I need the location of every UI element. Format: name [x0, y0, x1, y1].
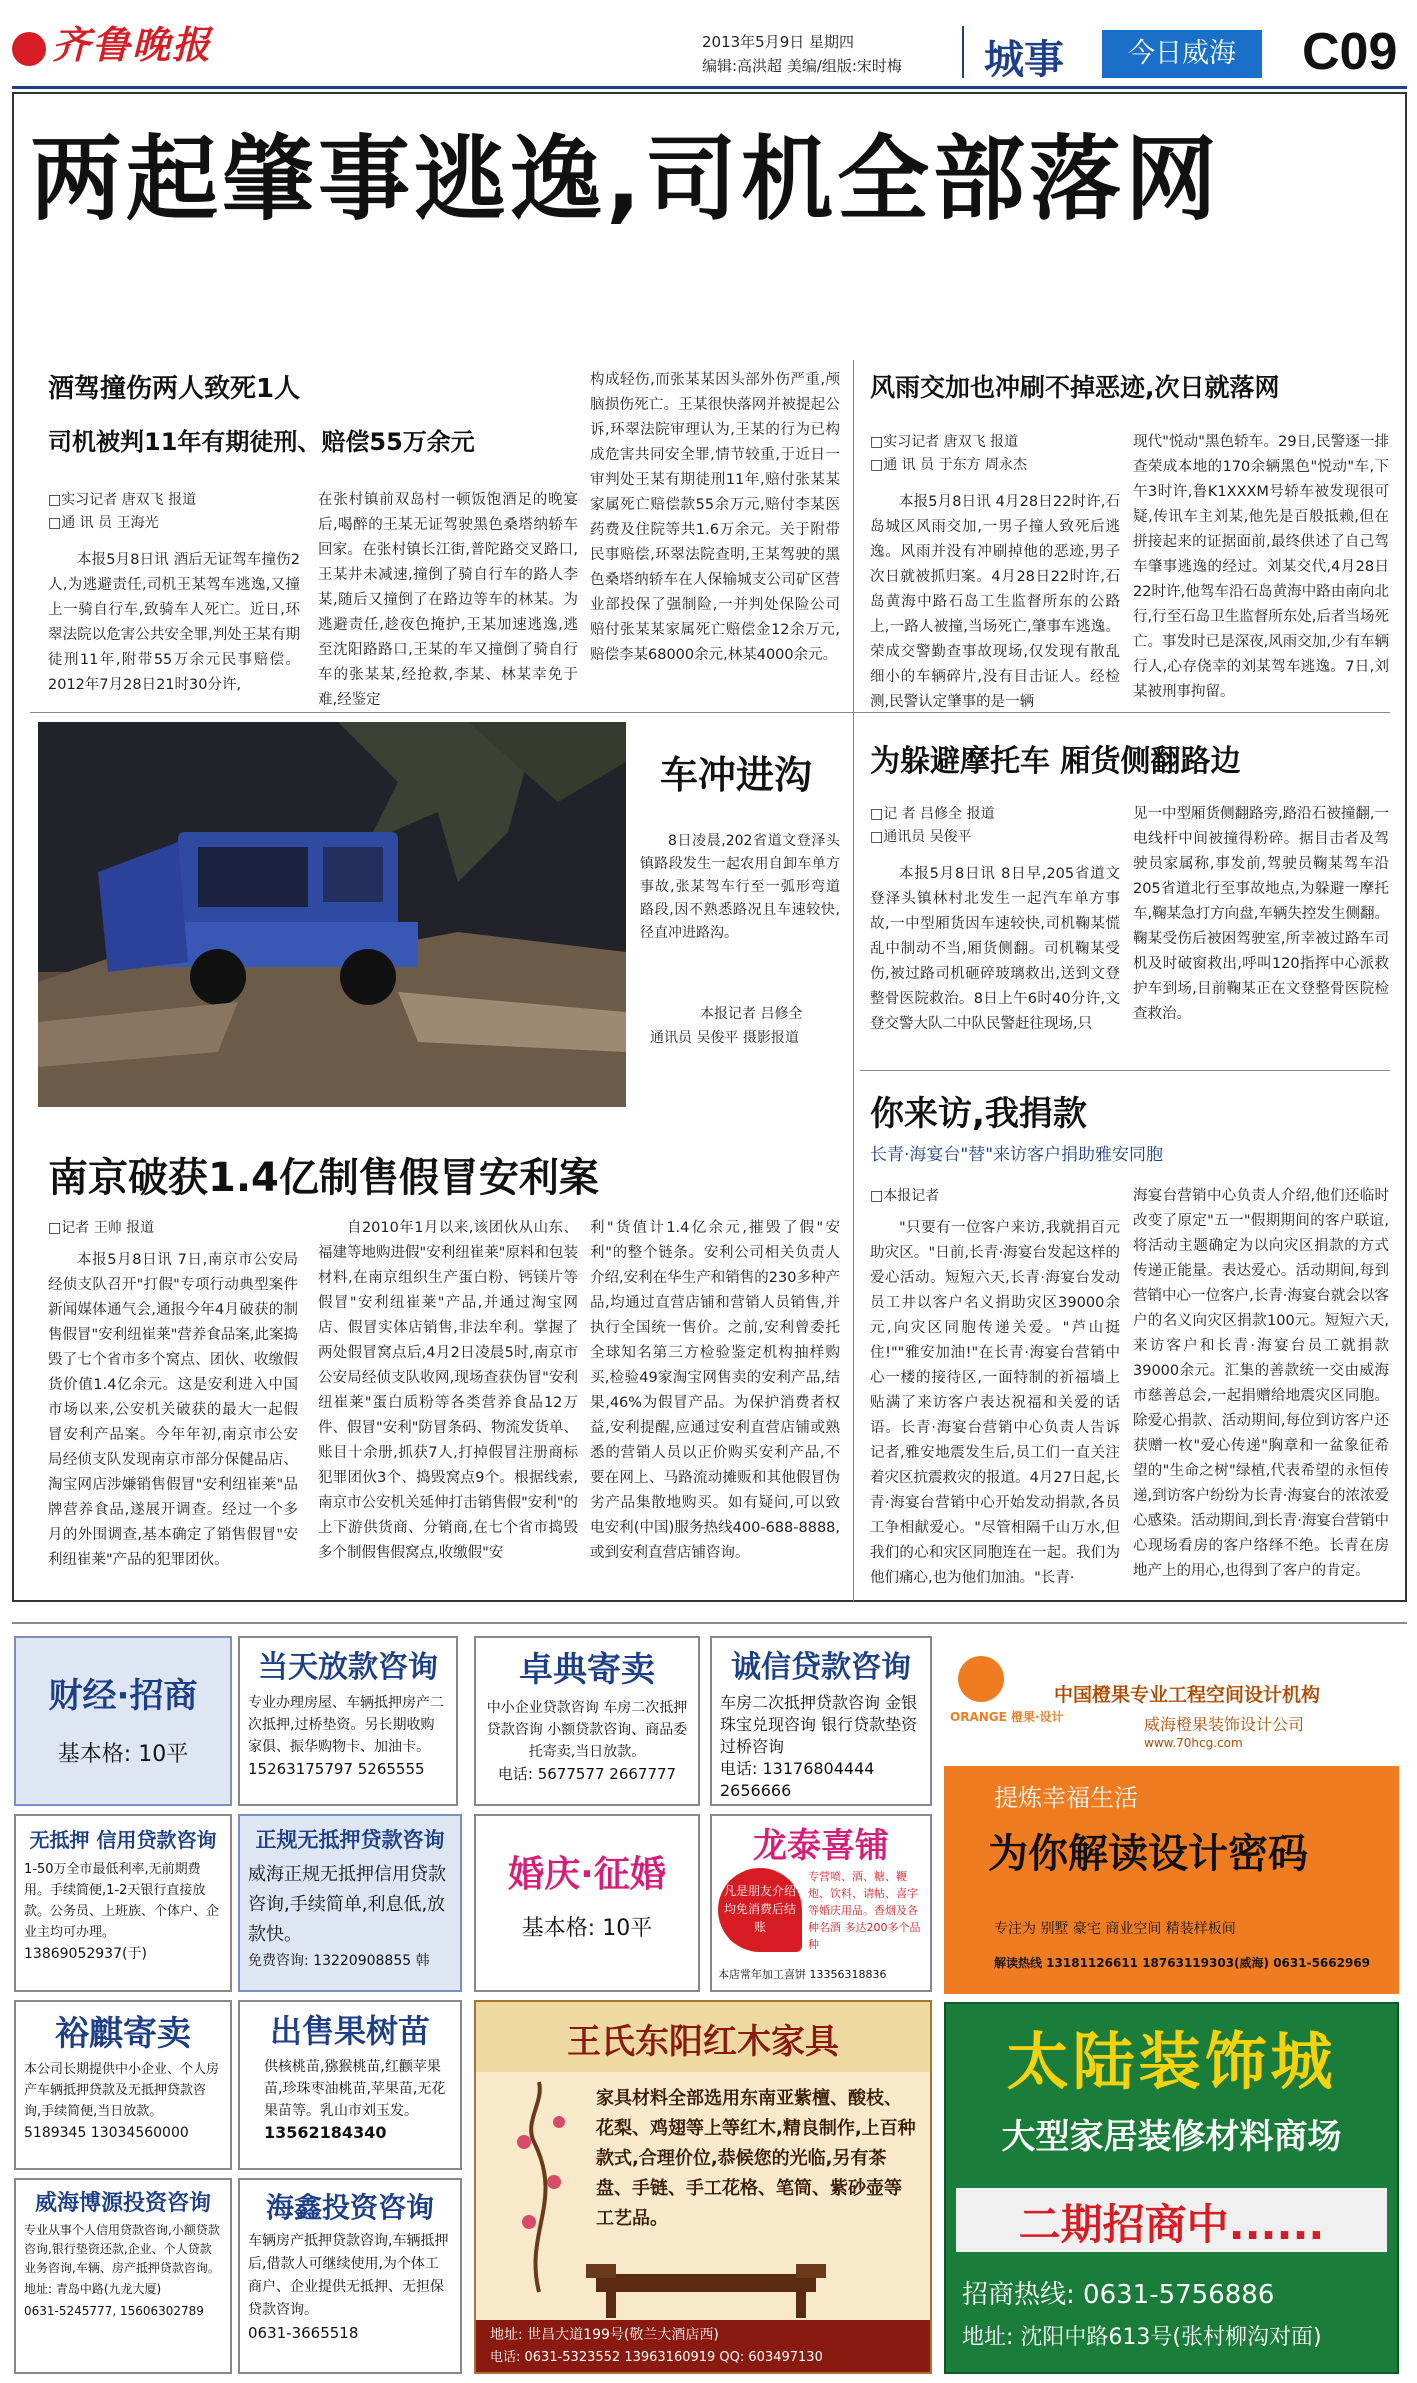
ad-orange-title: 中国橙果专业工程空间设计机构: [1054, 1684, 1321, 1706]
logo-text: 齐鲁晚报: [52, 22, 213, 67]
ad-orange-hotline: 解读热线 13181126611 18763119303(威海) 0631-5662969: [994, 1956, 1371, 1970]
ad-section-rule: [12, 1622, 1407, 1624]
story2-byline1: □实习记者 唐双飞 报道: [870, 434, 1019, 450]
ad-longtai-phone: 本店常年加工喜饼 13356318836: [718, 1968, 887, 1981]
story1-byline2: □通 讯 员 王海光: [48, 515, 159, 531]
story4-col2: 自2010年1月以来,该团伙从山东、福建等地购进假"安利纽崔莱"原料和包装材料,在南京组织生产蛋白粉、钙镁片等假冒"安利纽崔莱"产品,并通过淘宝网店、假冒实体店销售,非法牟利。掌握了两处假冒窝点后,4月2日凌晨5时,南京市公安局经侦支队收网,现场查获伪冒"安利纽崔莱"蛋白质粉等各类营养食品12万件、假冒"安利"防冒条码、物流发货单、账目十余册,抓获7人,打掉假冒注册商标犯罪团伙3个、捣毁窝点9个。根据线索,南京市公安机关延伸打击销售假"安利"的上下游供货商、分销商,在七个省市捣毁多个制假售假窝点,收缴假"安: [318, 1220, 578, 1561]
story3-title: 为躲避摩托车 厢货侧翻路边: [870, 744, 1241, 779]
story1-subtitle: 司机被判11年有期徒刑、赔偿55万余元: [48, 428, 475, 456]
ad-same-day-loan[interactable]: [238, 1636, 458, 1806]
ad-regular-unsecured-body: 威海正规无抵押信用贷款咨询,手续简单,利息低,放款快。: [248, 1864, 446, 1945]
story4-byline: □记者 王帅 报道: [48, 1220, 155, 1236]
ad-longtai-shop[interactable]: [710, 1814, 932, 1992]
story4-title: 南京破获1.4亿制售假冒安利案: [48, 1155, 599, 1201]
story5-byline: □本报记者: [870, 1188, 940, 1204]
row-divider: [30, 712, 1390, 713]
ad-yuqi-phone: 5189345 13034560000: [24, 2125, 189, 2141]
ad-zhuodian-title: 卓典寄卖: [519, 1650, 655, 1690]
ad-unsecured-credit[interactable]: [14, 1814, 232, 1992]
ad-orange-url: www.70hcg.com: [1144, 1736, 1243, 1750]
story4-col3: 利"货值计1.4亿余元,摧毁了假"安利"的整个链条。安利公司相关负责人介绍,安利在华生产和销售的230多种产品,均通过直营店铺和营销人员销售,并执行全国统一售价。之前,安利曾委托全球知名第三方检验鉴定机构抽样购买,检验49家淘宝网售卖的安利产品,结果,46%为假冒产品。为保护消费者权益,安利提醒,应通过安利直营店铺或熟悉的营销人员以正价购买安利产品,不要在网上、马路流动摊贩和其他假冒伪劣产品集散地购买。如有疑问,可以致电安利(中国)服务热线400-688-8888,或到安利直营店铺咨询。: [590, 1220, 840, 1561]
story5-title: 你来访,我捐款: [870, 1094, 1087, 1134]
ad-chengxin-title: 诚信贷款咨询: [731, 1650, 911, 1685]
story1-col2: 在张村镇前双岛村一顿饭饱酒足的晚宴后,喝醉的王某无证驾驶黑色桑塔纳轿车回家。在张村镇长江街,普陀路交叉路口,王某井未减速,撞倒了骑自行车的路人李某,随后又撞倒了在路边等车的林某。为逃避责任,趁夜色掩护,王某加速逃逸,逃至沈阳路路口,王某的车又撞倒了骑自行车的张某某,经抢救,李某、林某幸免于难,经鉴定: [318, 492, 578, 708]
row-divider: [860, 1070, 1390, 1071]
orange-logo-icon: [958, 1656, 1004, 1702]
ad-dalu-hotline: 招商热线: 0631-5756886: [962, 2280, 1275, 2310]
ad-unsecured-body: 1-50万全市最低利率,无前期费用。手续简便,1-2天银行直接放款。公务员、上班族、个体户、企业主均可办理。: [24, 1862, 220, 1940]
story2-col1: 本报5月8日讯 4月28日22时许,石岛城区风雨交加,一男子撞人致死后逃逸。风雨并没有冲刷掉他的恶迹,男子次日就被抓归案。4月28日22时许,石岛黄海中路石岛工生监督所东的公路上,一路人被撞,当场死亡,肇事车逃逸。荣成交警勤查事故现场,仅发现有散乱细小的车辆碎片,没有目击证人。经检测,民警认定肇事的是一辆: [870, 494, 1120, 710]
ad-zhuodian-body: 中小企业贷款咨询 车房二次抵押贷款咨询 小额贷款咨询、商品委托寄卖,当日放款。: [486, 1700, 688, 1760]
photo-story-title: 车冲进沟: [660, 753, 813, 797]
ad-same-day-loan-phone: 15263175797 5265555: [248, 1760, 425, 1778]
story2-col2: 现代"悦动"黑色轿车。29日,民警逐一排查荣成本地的170余辆黑色"悦动"车,下午3时许,鲁K1XXXM号轿车被发现很可疑,传讯车主刘某,他先是百般抵赖,但在拼接起来的证据面前,最终供述了自己驾车肇事逃逸的经过。刘某交代,4月28日22时许,他驾车沿石岛黄海中路由南向北行,行至石岛卫生监督所东处,后者当场死亡。事发时已是深夜,风雨交加,少有车辆行人,心存侥幸的刘某驾车逃逸。7日,刘某被刑事拘留。: [1133, 434, 1389, 700]
story2-title: 风雨交加也冲刷不掉恶迹,次日就落网: [870, 373, 1280, 402]
ad-redwood-address: 地址: 世昌大道199号(敬兰大酒店西): [490, 2327, 719, 2343]
page-headline: 两起肇事逃逸,司机全部落网: [30, 126, 1221, 233]
photo-credit2: 通讯员 吴俊平 摄影报道: [650, 1030, 799, 1046]
story2-byline2: □通 讯 员 于东方 周永杰: [870, 457, 1028, 473]
ad-fruit-title: 出售果树苗: [269, 2012, 430, 2050]
ad-dalu-address: 地址: 沈阳中路613号(张村柳沟对面): [962, 2325, 1322, 2350]
column-divider: [853, 360, 854, 712]
ad-finance-body: 基本格: 10平: [57, 1742, 189, 1767]
ad-boyuan-phone: 0631-5245777, 15606302789: [24, 2304, 204, 2318]
ad-redwood-phone: 电话: 0631-5323552 13963160919 QQ: 603497130: [490, 2350, 823, 2365]
ad-finance-investment[interactable]: [14, 1636, 232, 1806]
ad-orange-focus: 专注为 别墅 豪宅 商业空间 精装样板间: [994, 1921, 1236, 1937]
header-divider: [962, 26, 964, 78]
ad-boyuan-body: 专业从事个人信用贷款咨询,小额贷款咨询,银行垫资还款,企业、个人贷款业务咨询,车辆、房产抵押贷款咨询。: [24, 2223, 220, 2275]
ad-zhuodian-phone: 电话: 5677577 2667777: [497, 1765, 677, 1783]
ad-longtai-body: 专营喷、酒、糖、鞭炮、饮料、请帖、喜字等婚庆用品。香烟及各种名酒 多达200多个品种: [808, 1870, 921, 1951]
newspaper-logo: [12, 14, 212, 69]
ad-boyuan-address: 地址: 青岛中路(九龙大厦): [24, 2282, 162, 2296]
photo-credit1: 本报记者 吕修全: [700, 1006, 803, 1022]
ad-dalu-sub: 大型家居装修材料商场: [1001, 2117, 1342, 2157]
ad-chengxin-loan[interactable]: [710, 1636, 932, 1806]
section-name: 城事: [984, 37, 1064, 83]
ad-dalu-decoration[interactable]: [944, 2002, 1399, 2374]
ad-finance-title: 财经·招商: [48, 1676, 198, 1716]
ad-regular-unsecured[interactable]: [238, 1814, 462, 1992]
ad-boyuan-title: 威海博源投资咨询: [34, 2191, 211, 2216]
ad-redwood-title: 王氏东阳红木家具: [567, 2022, 839, 2062]
ad-wang-redwood[interactable]: [474, 2000, 932, 2374]
story3-byline2: □通讯员 吴俊平: [870, 829, 972, 845]
story1-title: 酒驾撞伤两人致死1人: [48, 374, 301, 404]
accident-photo: [38, 722, 626, 1107]
ad-zhuodian-pawn[interactable]: [474, 1636, 700, 1806]
story3-byline1: □记 者 吕修全 报道: [870, 806, 995, 822]
story4-col1: 本报5月8日讯 7日,南京市公安局经侦支队召开"打假"专项行动典型案件新闻媒体通气会,通报今年4月破获的制售假冒"安利纽崔莱"营养食品案,此案捣毁了七个省市多个窝点、团伙、收缴假货价值1.4亿余元。这是安利进入中国市场以来,公安机关破获的最大一起假冒安利产品案。今年年初,南京市公安局经侦支队发现南京市部分保健品店、淘宝网店涉嫌销售假冒"安利纽崔莱"品牌营养食品,遂展开调查。经过一个多月的外围调查,基本确定了销售假冒"安利纽崔莱"产品的犯罪团伙。: [48, 1252, 298, 1568]
story5-subtitle: 长青·海宴台"替"来访客户捐助雅安同胞: [870, 1145, 1164, 1165]
furniture-icon: [586, 2264, 826, 2320]
ad-chengxin-body: 车房二次抵押贷款咨询 金银珠宝兑现咨询 银行贷款垫资过桥咨询: [720, 1693, 918, 1756]
ad-orange-sub: 威海橙果装饰设计公司: [1144, 1715, 1305, 1734]
ad-yuqi-pawn[interactable]: [14, 2000, 232, 2170]
ad-orange-headline: 为你解读设计密码: [988, 1831, 1308, 1877]
photo-story-body: 8日凌晨,202省道文登泽头镇路段发生一起农用自卸车单方事故,张某驾车行至一弧形弯道路段,因不熟悉路况且车速较快,径直冲进路沟。: [640, 833, 840, 941]
ad-chengxin-phone: 电话: 13176804444 2656666: [720, 1759, 875, 1800]
plum-blossom-icon: [484, 2082, 594, 2292]
ad-haixin-body: 车辆房产抵押贷款咨询,车辆抵押后,借款人可继续使用,为个体工商户、企业提供无抵押、无担保贷款咨询。: [248, 2233, 449, 2318]
ad-orange-design[interactable]: [944, 1636, 1399, 1994]
ad-unsecured-title: 无抵押 信用贷款咨询: [29, 1828, 217, 1852]
ad-longtai-heart: 凡是朋友介绍均免消费后结账: [718, 1868, 802, 1952]
ad-boyuan-investment[interactable]: [14, 2178, 232, 2374]
story1-byline1: □实习记者 唐双飞 报道: [48, 492, 197, 508]
ad-yuqi-title: 裕麒寄卖: [55, 2014, 191, 2054]
story3-col2: 见一中型厢货侧翻路旁,路沿石被撞翻,一电线杆中间被撞得粉碎。据目击者及驾驶员家属称,事发前,驾驶员鞠某驾车沿205省道北行至事故地点,为躲避一摩托车,鞠某急打方向盘,车辆失控发生侧翻。鞠某受伤后被困驾驶室,所幸被过路车司机及时破窗救出,呼叫120指挥中心派救护车到场,目前鞠某正在文登整骨医院检查救治。: [1133, 806, 1389, 1022]
ad-yuqi-body: 本公司长期提供中小企业、个人房产车辆抵押贷款及无抵押贷款咨询,手续简便,当日放款。: [24, 2062, 220, 2119]
ad-regular-unsecured-phone: 免费咨询: 13220908855 韩: [248, 1953, 430, 1969]
ad-fruit-phone: 13562184340: [264, 2123, 387, 2142]
ad-orange-brand: ORANGE 橙果·设计: [950, 1710, 1064, 1724]
logo-mark-icon: [12, 32, 46, 66]
story1-col1: 本报5月8日讯 酒后无证驾车撞伤2人,为逃避责任,司机王某驾车逃逸,又撞上一骑自行车,致骑车人死亡。近日,环翠法院以危害公共安全罪,判处王某有期徒刑11年,附带55万余元民事赔偿。2012年7月28日21时30分许,: [48, 552, 300, 693]
ad-dalu-title: 太陆装饰城: [1006, 2025, 1337, 2098]
crashed-truck-image: [38, 722, 626, 1107]
date-line: 2013年5月9日 星期四: [702, 33, 855, 51]
ad-wedding[interactable]: [474, 1814, 700, 1992]
ad-wedding-title: 婚庆·征婚: [508, 1854, 666, 1895]
ad-haixin-phone: 0631-3665518: [248, 2324, 359, 2342]
ad-orange-slogan: 提炼幸福生活: [994, 1784, 1138, 1812]
ad-same-day-loan-body: 专业办理房屋、车辆抵押房产二次抵押,过桥垫资。另长期收购家俱、振华购物卡、加油卡。: [248, 1695, 444, 1755]
column-divider: [853, 712, 854, 1602]
ad-haixin-investment[interactable]: [238, 2178, 462, 2374]
ad-same-day-loan-title: 当天放款咨询: [258, 1650, 438, 1685]
ad-fruit-body: 供核桃苗,猕猴桃苗,红颧苹果苗,珍珠枣油桃苗,苹果苗,无花果苗等。乳山市刘玉发。: [264, 2059, 446, 2119]
story1-col3: 构成轻伤,而张某某因头部外伤严重,颅脑损伤死亡。王某很快落网并被提起公诉,环翠法院审理认为,王某的行为已构成危害共同安全罪,情节较重,于近日一审判处王某有期徒刑11年,赔付张某某家属死亡赔偿款55余万元,赔付李某医药费及住院等共1.6万余元。关于附带民事赔偿,环翠法院查明,王某驾驶的黑色桑塔纳轿车在人保输城支公司矿区营业部投保了强制险,一并判处保险公司赔付张某某家属死亡赔偿金12余万元,赔偿李某68000余元,林某4000余元。: [590, 372, 840, 663]
ad-longtai-title: 龙泰喜铺: [753, 1826, 889, 1866]
header-rule: [12, 86, 1407, 89]
ad-haixin-title: 海鑫投资咨询: [265, 2191, 434, 2224]
header-meta: [702, 30, 902, 78]
editor-line: 编辑:高洪超 美编/组版:宋时梅: [702, 57, 902, 75]
story3-col1: 本报5月8日讯 8日早,205省道文登泽头镇林村北发生一起汽车单方事故,一中型厢货因车速较快,司机鞠某慌乱中制动不当,厢货侧翻。司机鞠某受伤,被过路司机砸碎玻璃救出,送到文登整骨医院救治。8日上午6时40分许,文登交警大队二中队民警赶往现场,只: [870, 866, 1120, 1032]
section-tag: 今日威海: [1102, 30, 1262, 78]
ad-fruit-seedlings[interactable]: [238, 2000, 462, 2170]
ad-dalu-headline: 二期招商中......: [1018, 2200, 1325, 2249]
ad-unsecured-phone: 13869052937(于): [24, 1946, 147, 1962]
story5-col2: 海宴台营销中心负责人介绍,他们还临时改变了原定"五一"假期期间的客户联谊,将活动主题确定为以向灾区捐款的方式传递正能量。表达爱心。活动期间,每到营销中心一位客户,长青·海宴台就会以客户的名义向灾区捐款100元。短短六天,来访客户和长青·海宴台员工就捐款39000余元。汇集的善款统一交由威海市慈善总会,一起捐赠给地震灾区同胞。除爱心捐款、活动期间,每位到访客户还获赠一枚"爱心传递"胸章和一盆象征希望的"生命之树"绿植,代表希望的永恒传递,到访客户纷纷为长青·海宴台的浓浓爱心感染。活动期间,到长青·海宴台营销中心现场看房的客户络绎不绝。长青在房地产上的用心,也得到了客户的肯定。: [1133, 1188, 1389, 1579]
page-number: C09: [1302, 23, 1398, 81]
story5-col1: "只要有一位客户来访,我就捐百元助灾区。"日前,长青·海宴台发起这样的爱心活动。短短六天,长青·海宴台发动员工井以客户名义捐助灾区39000余元,向灾区同胞传递关爱。"芦山挺住!""雅安加油!"在长青·海宴台营销中心一楼的接待区,一面特制的祈福墙上贴满了来访客户表达祝福和关爱的话语。长青·海宴台营销中心负责人告诉记者,雅安地震发生后,员工们一直关注着灾区抗震救灾的报道。4月27日起,长青·海宴台营销中心开始发动捐款,各员工争相献爱心。"尽管相隔千山万水,但我们的心和灾区同胞连在一起。我们为他们痛心,也为他们加油。"长青·: [870, 1220, 1120, 1586]
masthead: [12, 8, 1407, 88]
ad-redwood-body: 家具材料全部选用东南亚紫檀、酸枝、花梨、鸡翅等上等红木,精良制作,上百种款式,合理价位,恭候您的光临,另有茶盘、手链、手工花格、笔筒、紫砂壶等工艺品。: [596, 2088, 916, 2229]
ad-wedding-body: 基本格: 10平: [521, 1916, 653, 1941]
ad-regular-unsecured-title: 正规无抵押贷款咨询: [255, 1828, 445, 1852]
